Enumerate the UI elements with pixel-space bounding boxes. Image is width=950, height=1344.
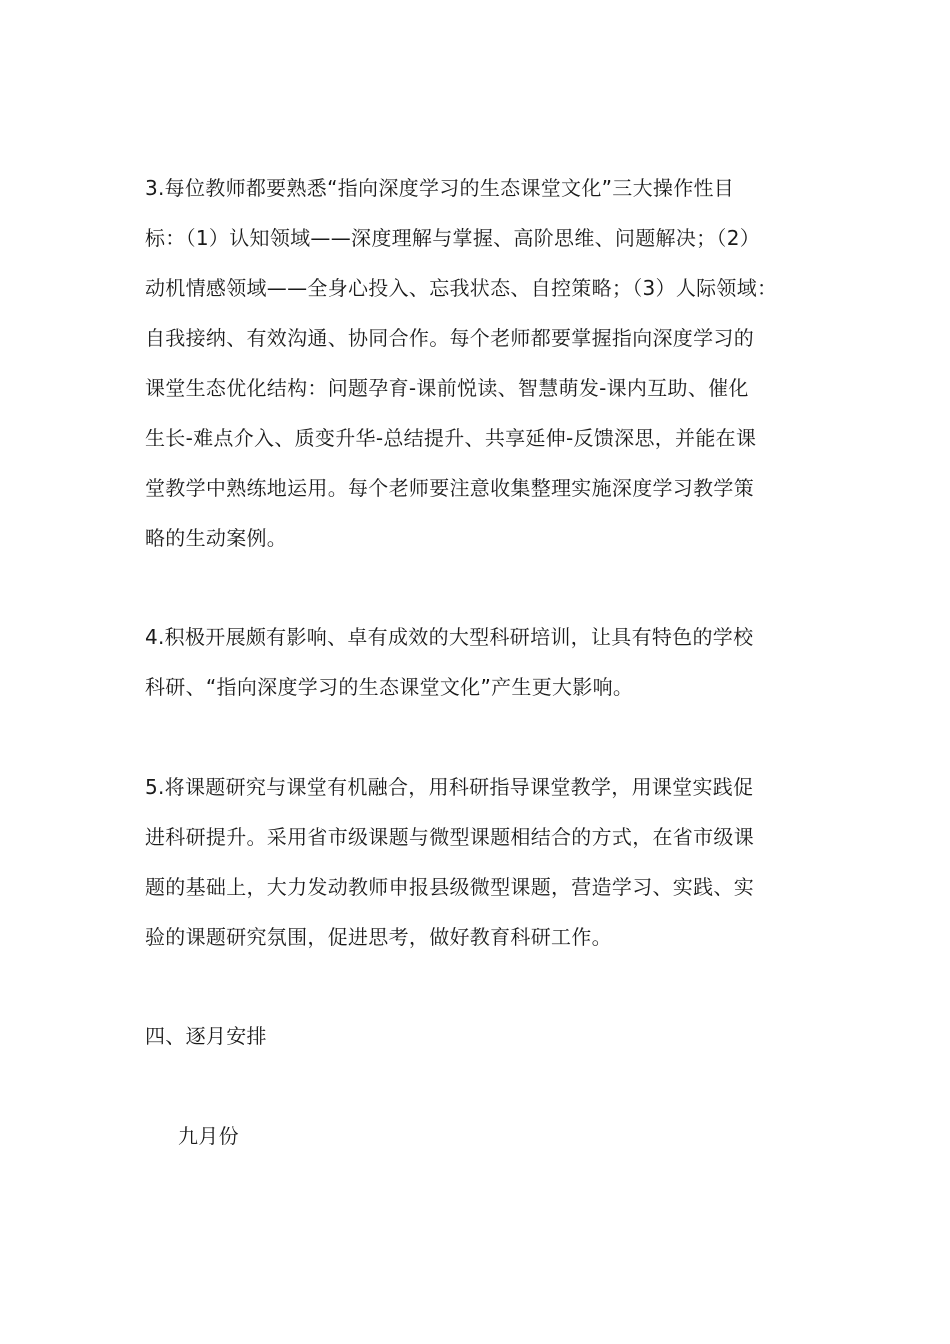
text-line: 进科研提升。采用省市级课题与微型课题相结合的方式，在省市级课 — [145, 825, 754, 849]
text-line: 自我接纳、有效沟通、协同合作。每个老师都要掌握指向深度学习的 — [145, 326, 754, 350]
text-line: 题的基础上，大力发动教师申报县级微型课题，营造学习、实践、实 — [145, 875, 754, 899]
paragraph-4 — [145, 612, 815, 712]
text-line: 堂教学中熟练地运用。每个老师要注意收集整理实施深度学习教学策 — [145, 476, 754, 500]
text-line: 标：（1）认知领域——深度理解与掌握、高阶思维、问题解决；（2） — [145, 226, 761, 250]
text-line: 3.每位教师都要熟悉“指向深度学习的生态课堂文化”三大操作性目 — [145, 176, 735, 200]
paragraph-3 — [145, 163, 815, 563]
text-line: 略的生动案例。 — [145, 526, 288, 550]
text-line: 4.积极开展颇有影响、卓有成效的大型科研培训，让具有特色的学校 — [145, 625, 754, 649]
section-heading: 四、逐月安排 — [145, 1024, 267, 1048]
text-line: 生长-难点介入、质变升华-总结提升、共享延伸-反馈深思，并能在课 — [145, 426, 757, 450]
text-line: 动机情感领域——全身心投入、忘我状态、自控策略；（3）人际领域： — [145, 276, 778, 300]
paragraph-5 — [145, 762, 815, 962]
subheading-september: 九月份 — [178, 1124, 239, 1148]
text-line: 验的课题研究氛围，促进思考，做好教育科研工作。 — [145, 925, 612, 949]
text-line: 科研、“指向深度学习的生态课堂文化”产生更大影响。 — [145, 675, 634, 699]
text-line: 5.将课题研究与课堂有机融合，用科研指导课堂教学，用课堂实践促 — [145, 775, 754, 799]
text-line: 课堂生态优化结构：问题孕育-课前悦读、智慧萌发-课内互助、催化 — [145, 376, 749, 400]
